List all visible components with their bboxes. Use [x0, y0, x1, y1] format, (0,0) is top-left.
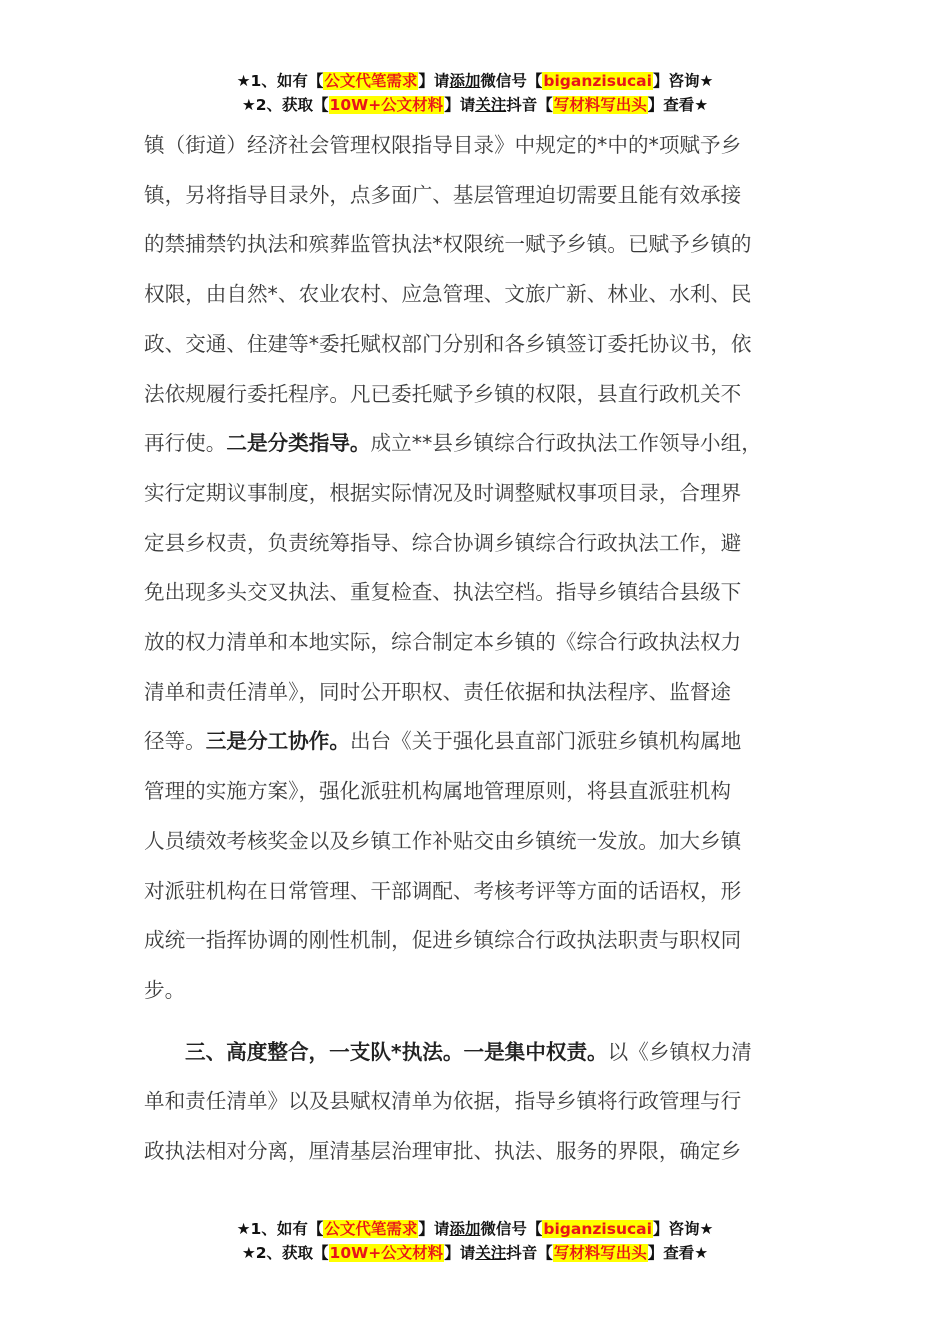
underlined-add: 添加	[449, 1220, 481, 1238]
banner-line-1: ★1、如有【公文代笔需求】请添加微信号【biganzisucai】咨询★	[236, 1220, 714, 1238]
highlight-wechat-id: biganzisucai	[543, 72, 652, 90]
bold-heading-cooperate: 三是分工协作。	[205, 729, 350, 754]
text-line: 的禁捕禁钓执法和殡葬监管执法*权限统一赋予乡镇。已赋予乡镇的	[144, 232, 752, 257]
highlight-materials: 10W+公文材料	[329, 1244, 444, 1262]
text-line: 径等。三是分工协作。出台《关于强化县直部门派驻乡镇机构属地	[144, 729, 742, 754]
paragraph-2	[144, 1028, 812, 1177]
banner-line-1: ★1、如有【公文代笔需求】请添加微信号【biganzisucai】咨询★	[236, 72, 714, 90]
bold-heading-integrate: 三、高度整合，一支队*执法。一是集中权责。	[185, 1039, 608, 1064]
text-line: 成统一指挥协调的刚性机制，促进乡镇综合行政执法职责与职权同	[144, 928, 742, 953]
text-line: 步。	[144, 977, 186, 1002]
paragraph-1	[144, 121, 812, 1016]
text-line: 权限，由自然*、农业农村、应急管理、文旅广新、林业、水利、民	[144, 282, 752, 307]
highlight-service: 公文代笔需求	[324, 1220, 418, 1238]
text-line: 单和责任清单》以及县赋权清单为依据，指导乡镇将行政管理与行	[144, 1089, 742, 1114]
text-line: 免出现多头交叉执法、重复检查、执法空档。指导乡镇结合县级下	[144, 580, 742, 605]
text-line: 再行使。二是分类指导。成立**县乡镇综合行政执法工作领导小组，	[144, 431, 762, 456]
text-line: 放的权力清单和本地实际，综合制定本乡镇的《综合行政执法权力	[144, 630, 742, 655]
text-line: 人员绩效考核奖金以及乡镇工作补贴交由乡镇统一发放。加大乡镇	[144, 828, 742, 853]
text-line: 清单和责任清单》，同时公开职权、责任依据和执法程序、监督途	[144, 679, 731, 704]
banner-line-2: ★2、获取【10W+公文材料】请关注抖音【写材料写出头】查看★	[241, 96, 709, 114]
highlight-douyin: 写材料写出头	[553, 96, 647, 114]
text-line: 三、高度整合，一支队*执法。一是集中权责。以《乡镇权力清	[185, 1039, 752, 1064]
banner-line-2: ★2、获取【10W+公文材料】请关注抖音【写材料写出头】查看★	[241, 1244, 709, 1262]
highlight-wechat-id: biganzisucai	[543, 1220, 652, 1238]
footer-banner	[0, 1217, 950, 1265]
highlight-service: 公文代笔需求	[324, 72, 418, 90]
text-line: 对派驻机构在日常管理、干部调配、考核考评等方面的话语权，形	[144, 878, 742, 903]
text-line: 管理的实施方案》，强化派驻机构属地管理原则，将县直派驻机构	[144, 779, 731, 804]
text-line: 政执法相对分离，厘清基层治理审批、执法、服务的界限，确定乡	[144, 1139, 742, 1164]
highlight-douyin: 写材料写出头	[553, 1244, 647, 1262]
paragraph-gap	[144, 1016, 812, 1028]
highlight-materials: 10W+公文材料	[329, 96, 444, 114]
text-line: 实行定期议事制度，根据实际情况及时调整赋权事项目录，合理界	[144, 480, 742, 505]
bold-heading-classify: 二是分类指导。	[226, 431, 371, 456]
text-line: 镇，另将指导目录外，点多面广、基层管理迫切需要且能有效承接	[144, 182, 742, 207]
underlined-add: 添加	[449, 72, 481, 90]
text-line: 法依规履行委托程序。凡已委托赋予乡镇的权限，县直行政机关不	[144, 381, 742, 406]
text-line: 镇（街道）经济社会管理权限指导目录》中规定的*中的*项赋予乡	[144, 133, 742, 157]
underlined-follow: 关注	[475, 1244, 507, 1262]
underlined-follow: 关注	[475, 96, 507, 114]
text-line: 定县乡权责，负责统筹指导、综合协调乡镇综合行政执法工作，避	[144, 530, 742, 555]
text-line: 政、交通、住建等*委托赋权部门分别和各乡镇签订委托协议书，依	[144, 331, 752, 356]
header-banner	[0, 69, 950, 117]
document-body	[144, 121, 812, 1177]
